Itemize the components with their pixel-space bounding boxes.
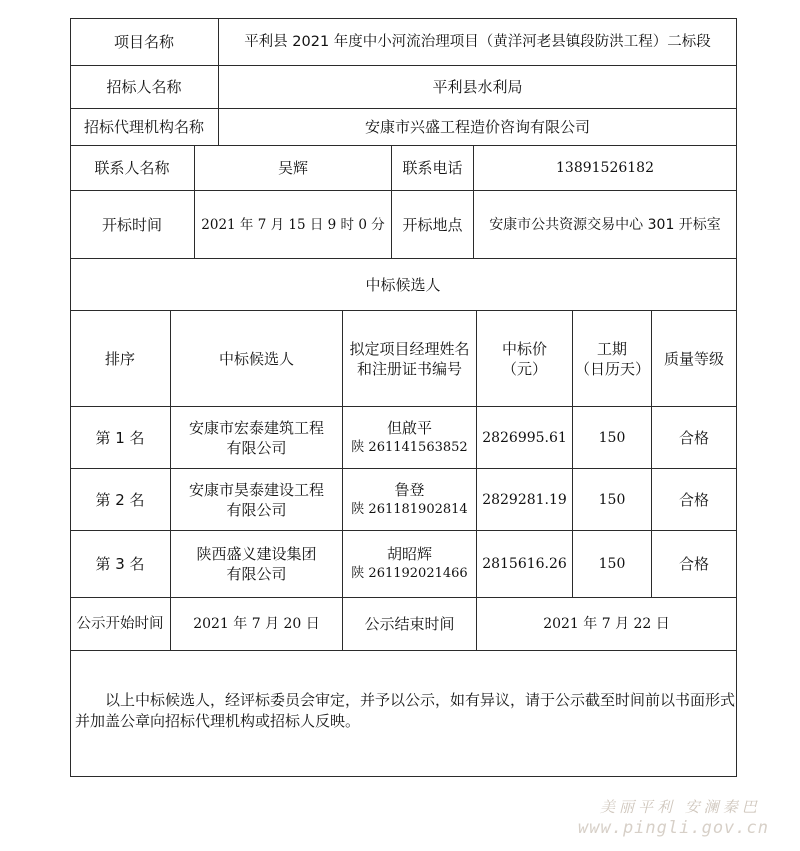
header-rank: 排序	[104, 349, 135, 368]
candidate-manager	[343, 407, 476, 468]
agency-value: 安康市兴盛工程造价咨询有限公司	[364, 118, 590, 136]
candidate-company	[171, 407, 342, 468]
candidate-company	[171, 469, 342, 530]
candidate-company-line2: 有限公司	[226, 500, 287, 519]
border-right	[736, 18, 737, 777]
open-time-label: 开标时间	[101, 215, 162, 234]
open-place-value: 安康市公共资源交易中心 301 开标室	[489, 216, 721, 233]
phone-value: 13891526182	[556, 160, 654, 176]
candidate-manager-name: 鲁登	[394, 480, 425, 499]
candidate-company-line1: 陕西盛义建设集团	[196, 545, 317, 563]
candidate-manager	[343, 531, 476, 597]
candidate-quality: 合格	[678, 428, 709, 447]
candidate-company	[171, 531, 342, 597]
header-price	[477, 311, 572, 406]
row-line	[70, 650, 737, 651]
candidate-quality: 合格	[678, 555, 709, 573]
candidate-price: 2815616.26	[482, 556, 567, 572]
header-period-line1: 工期	[596, 339, 627, 358]
project-name-label: 项目名称	[113, 33, 174, 51]
candidate-period: 150	[598, 429, 626, 446]
header-period-line2: （日历天）	[575, 359, 651, 378]
header-manager-line1: 拟定项目经理姓名	[349, 339, 470, 358]
contact-value: 吴辉	[277, 159, 308, 177]
project-name-value: 平利县 2021 年度中小河流治理项目（黄洋河老县镇段防洪工程）二标段	[244, 34, 711, 50]
open-time-value: 2021 年 7 月 15 日 9 时 0 分	[201, 216, 385, 233]
contact-label: 联系人名称	[94, 159, 170, 177]
candidate-manager-cert: 陕 261181902814	[351, 501, 468, 517]
open-place-label: 开标地点	[402, 215, 463, 234]
candidate-company-line1: 安康市昊泰建设工程	[188, 480, 324, 499]
header-manager-line2: 和注册证书编号	[356, 359, 462, 378]
header-period	[573, 311, 651, 406]
notice-text: 以上中标候选人，经评标委员会审定，并予以公示，如有异议，请于公示截至时间前以书面形式并加盖公章向招标代理机构或招标人反映。	[75, 691, 736, 730]
candidate-manager	[343, 469, 476, 530]
publicity-end-label: 公示结束时间	[364, 615, 455, 633]
header-price-line1: 中标价	[501, 339, 547, 358]
candidate-company-line2: 有限公司	[226, 565, 287, 583]
candidate-manager-name: 胡昭辉	[386, 545, 432, 563]
header-quality: 质量等级	[663, 349, 724, 368]
candidate-period: 150	[598, 491, 626, 508]
tenderer-label: 招标人名称	[106, 78, 182, 96]
publicity-start-label: 公示开始时间	[76, 616, 164, 632]
candidate-rank: 第 2 名	[95, 490, 145, 509]
candidate-company-line1: 安康市宏泰建筑工程	[188, 418, 324, 437]
header-price-line2: （元）	[501, 359, 547, 378]
publicity-end-value: 2021 年 7 月 22 日	[543, 616, 670, 632]
candidate-rank: 第 3 名	[95, 555, 145, 573]
candidate-company-line2: 有限公司	[226, 438, 287, 457]
tenderer-value: 平利县水利局	[432, 78, 523, 96]
candidate-manager-name: 但啟平	[386, 418, 432, 437]
watermark-slogan: 美丽平利 安澜秦巴	[600, 798, 761, 816]
candidate-price: 2826995.61	[482, 429, 567, 446]
candidate-quality: 合格	[678, 490, 709, 509]
candidate-period: 150	[598, 556, 626, 572]
publicity-start-value: 2021 年 7 月 20 日	[193, 616, 320, 632]
candidate-price: 2829281.19	[482, 491, 567, 508]
candidate-manager-cert: 陕 261192021466	[351, 566, 468, 581]
candidate-rank: 第 1 名	[95, 428, 145, 447]
row-line	[70, 776, 737, 777]
header-candidate: 中标候选人	[218, 349, 294, 368]
candidate-manager-cert: 陕 261141563852	[351, 439, 468, 455]
header-manager	[343, 311, 476, 406]
watermark-url: www.pingli.gov.cn	[578, 818, 769, 838]
agency-label: 招标代理机构名称	[83, 118, 204, 136]
candidates-section-title: 中标候选人	[365, 275, 441, 294]
phone-label: 联系电话	[402, 159, 463, 177]
